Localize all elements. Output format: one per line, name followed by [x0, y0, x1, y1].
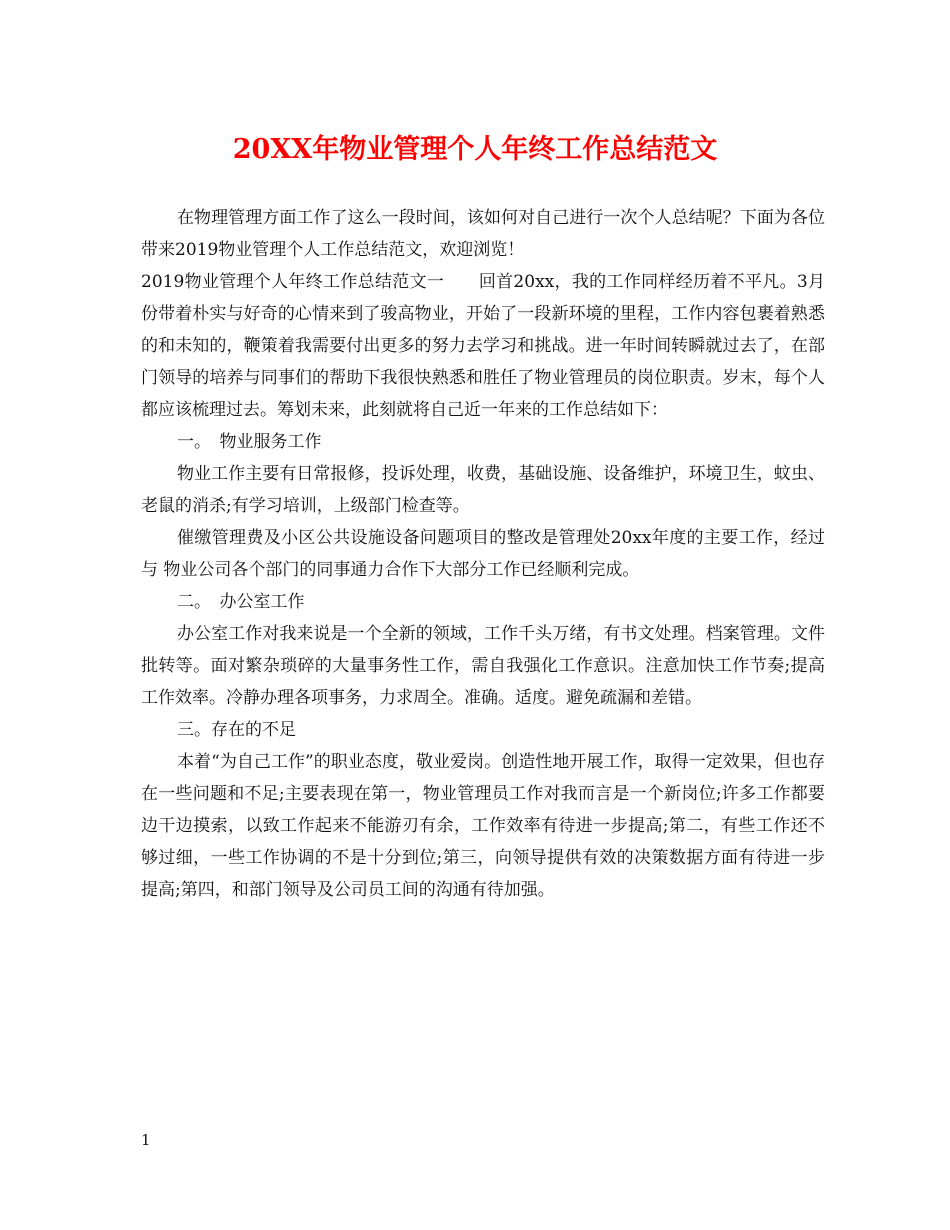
fee-collection-paragraph: 催缴管理费及小区公共设施设备问题项目的整改是管理处20xx年度的主要工作，经过与 物业公司各个部门的同事通力合作下大部分工作已经顺利完成。 [141, 528, 825, 580]
summary-paragraph: 2019物业管理个人年终工作总结范文一 回首20xx，我的工作同样经历着不平凡。3月份带着朴实与好奇的心情来到了骏高物业，开始了一段新环境的里程，工作内容包裹着熟悉的和未知的，鞭策着我需要付出更多的努力去学习和挑战。进一年时间转瞬就过去了，在部门领导的培养与同事们的帮助下我很快熟悉和胜任了物业管理员的岗位职责。岁末，每个人都应该梳理过去。筹划未来，此刻就将自己近一年来的工作总结如下： [141, 272, 825, 420]
property-service-paragraph: 物业工作主要有日常报修，投诉处理，收费，基础设施、设备维护，环境卫生，蚊虫、老鼠的消杀;有学习培训，上级部门检查等。 [141, 464, 825, 516]
section-heading-shortcomings: 三。存在的不足 [177, 720, 296, 740]
shortcomings-paragraph: 本着“为自己工作”的职业态度，敬业爱岗。创造性地开展工作，取得一定效果，但也存在一些问题和不足;主要表现在第一，物业管理员工作对我而言是一个新岗位;许多工作都要边干边摸索，以致工作起来不能游刃有余，工作效率有待进一步提高;第二，有些工作还不够过细，一些工作协调的不是十分到位;第三，向领导提供有效的决策数据方面有待进一步提高;第四，和部门领导及公司员工间的沟通有待加强。 [141, 752, 825, 900]
document-body [141, 202, 825, 906]
intro-paragraph: 在物理管理方面工作了这么一段时间，该如何对自己进行一次个人总结呢？下面为各位带来2019物业管理个人工作总结范文，欢迎浏览！ [141, 208, 825, 260]
section-heading-property-service: 一。 物业服务工作 [177, 432, 322, 452]
page-number: 1 [141, 1131, 151, 1149]
section-heading-office-work: 二。 办公室工作 [177, 592, 305, 612]
document-title: 20XX年物业管理个人年终工作总结范文 [232, 134, 718, 165]
office-work-paragraph: 办公室工作对我来说是一个全新的领域，工作千头万绪，有书文处理。档案管理。文件批转等。面对繁杂琐碎的大量事务性工作，需自我强化工作意识。注意加快工作节奏;提高工作效率。冷静办理各项事务，力求周全。准确。适度。避免疏漏和差错。 [141, 624, 825, 708]
